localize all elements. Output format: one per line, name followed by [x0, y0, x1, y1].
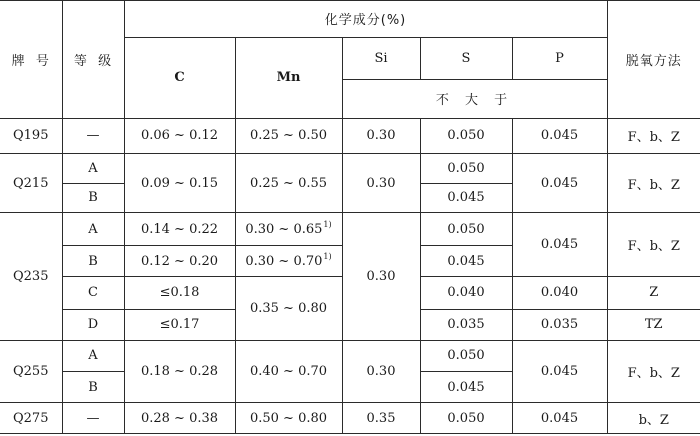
cell-class: A: [62, 340, 124, 372]
cell-si: 0.30: [342, 118, 420, 153]
cell-deoxidation: F、b、Z: [607, 213, 700, 277]
table-row-q235-a: [0, 213, 700, 246]
cell-deoxidation: TZ: [607, 309, 700, 340]
cell-class: B: [62, 246, 124, 277]
header-row-1: [0, 1, 700, 38]
cell-grade: Q275: [0, 403, 62, 434]
cell-grade: Q195: [0, 118, 62, 153]
cell-class: —: [62, 118, 124, 153]
cell-p: 0.035: [512, 309, 607, 340]
cell-deoxidation: F、b、Z: [607, 118, 700, 153]
table-row-q195: [0, 118, 700, 153]
footnote-marker: 1): [323, 220, 332, 230]
cell-c: 0.18 ~ 0.28: [124, 340, 235, 403]
cell-s: 0.050: [420, 403, 512, 434]
table-row-q275: [0, 403, 700, 434]
cell-grade: Q255: [0, 340, 62, 403]
cell-s: 0.045: [420, 183, 512, 213]
header-max-note: 不 大 于: [342, 80, 607, 119]
cell-c: 0.28 ~ 0.38: [124, 403, 235, 434]
cell-deoxidation: Z: [607, 276, 700, 309]
cell-c: ≤0.18: [124, 276, 235, 309]
cell-p: 0.045: [512, 118, 607, 153]
cell-class: D: [62, 309, 124, 340]
cell-class: A: [62, 153, 124, 183]
cell-mn: [235, 246, 342, 277]
cell-s: 0.045: [420, 246, 512, 277]
cell-si: 0.30: [342, 153, 420, 213]
header-s: S: [420, 37, 512, 79]
cell-p: 0.045: [512, 340, 607, 403]
cell-s: 0.050: [420, 118, 512, 153]
header-composition: 化学成分(%): [124, 1, 607, 38]
cell-s: 0.050: [420, 340, 512, 372]
cell-mn: [235, 213, 342, 246]
cell-p: 0.045: [512, 403, 607, 434]
cell-c: 0.09 ~ 0.15: [124, 153, 235, 213]
cell-p: 0.045: [512, 153, 607, 213]
header-class: 等 级: [62, 1, 124, 119]
cell-c: 0.06 ~ 0.12: [124, 118, 235, 153]
header-p: P: [512, 37, 607, 79]
cell-si: 0.30: [342, 213, 420, 340]
cell-mn: 0.25 ~ 0.50: [235, 118, 342, 153]
table-row-q215-a: [0, 153, 700, 183]
header-c: C: [124, 37, 235, 118]
header-mn: Mn: [235, 37, 342, 118]
cell-mn: 0.25 ~ 0.55: [235, 153, 342, 213]
header-grade: 牌 号: [0, 1, 62, 119]
cell-deoxidation: F、b、Z: [607, 340, 700, 403]
cell-class: —: [62, 403, 124, 434]
cell-si: 0.35: [342, 403, 420, 434]
mn-value: 0.30 ~ 0.70: [245, 253, 323, 269]
cell-p: 0.045: [512, 213, 607, 277]
cell-deoxidation: b、Z: [607, 403, 700, 434]
cell-class: B: [62, 372, 124, 403]
cell-mn: 0.50 ~ 0.80: [235, 403, 342, 434]
cell-c: ≤0.17: [124, 309, 235, 340]
cell-grade: Q215: [0, 153, 62, 213]
cell-s: 0.040: [420, 276, 512, 309]
cell-deoxidation: F、b、Z: [607, 153, 700, 213]
cell-c: 0.14 ~ 0.22: [124, 213, 235, 246]
mn-value: 0.30 ~ 0.65: [245, 221, 323, 237]
table-row-q255-a: [0, 340, 700, 372]
cell-c: 0.12 ~ 0.20: [124, 246, 235, 277]
cell-s: 0.045: [420, 372, 512, 403]
cell-s: 0.050: [420, 213, 512, 246]
header-si: Si: [342, 37, 420, 79]
cell-class: C: [62, 276, 124, 309]
footnote-marker: 1): [323, 252, 332, 262]
header-deoxidation: 脱氧方法: [607, 1, 700, 119]
cell-class: A: [62, 213, 124, 246]
cell-s: 0.050: [420, 153, 512, 183]
cell-p: 0.040: [512, 276, 607, 309]
cell-mn: 0.40 ~ 0.70: [235, 340, 342, 403]
cell-mn: 0.35 ~ 0.80: [235, 276, 342, 340]
cell-si: 0.30: [342, 340, 420, 403]
cell-class: B: [62, 183, 124, 213]
cell-s: 0.035: [420, 309, 512, 340]
cell-grade: Q235: [0, 213, 62, 340]
